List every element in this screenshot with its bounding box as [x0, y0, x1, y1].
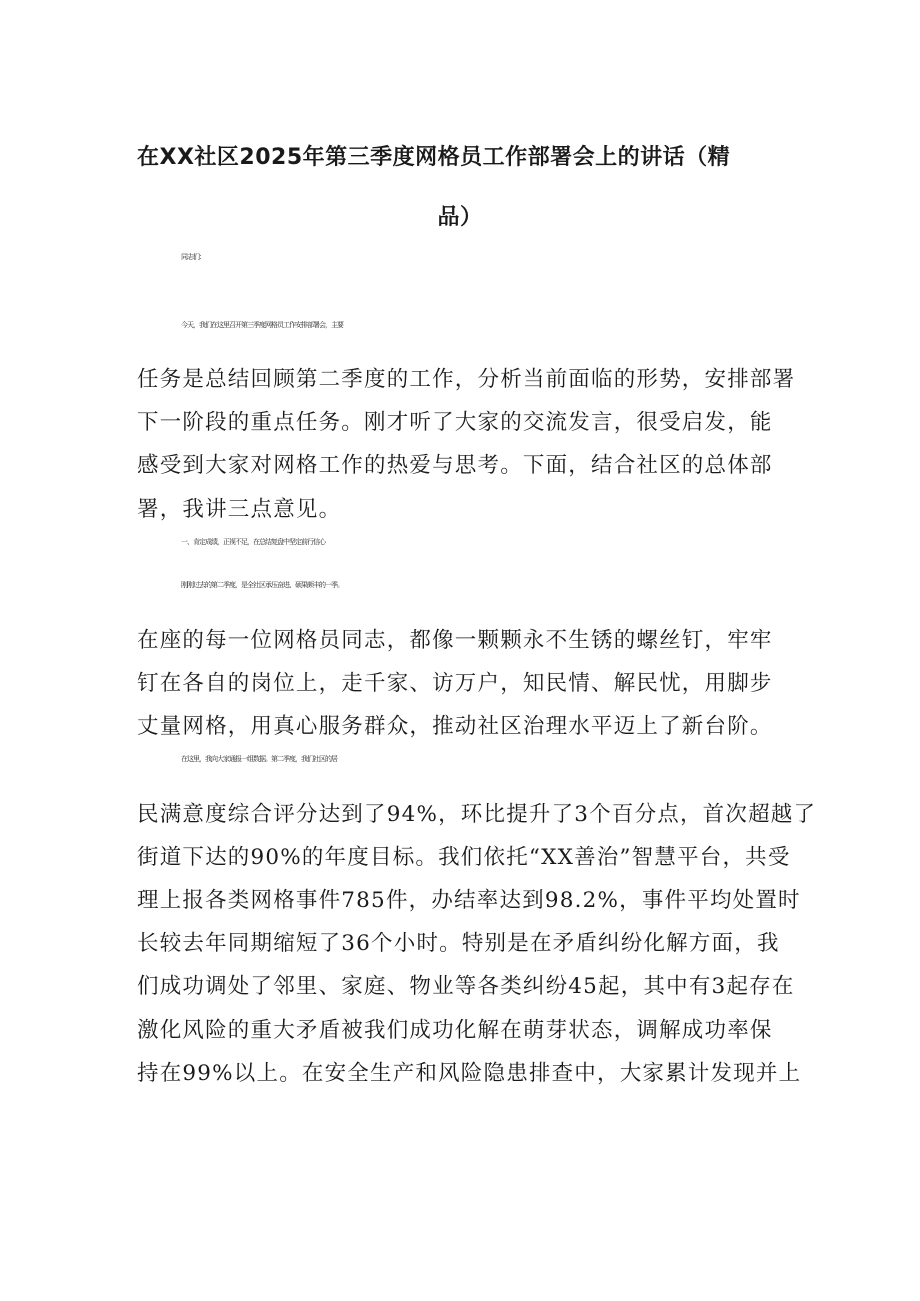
paragraph-line: 激化风险的重大矛盾被我们成功化解在萌芽状态，调解成功率保 — [137, 1018, 773, 1043]
paragraph-line: 在这里，我向大家通报一组数据。第二季度，我们社区的居 — [181, 755, 337, 763]
document-title: 在XX社区2025年第三季度网格员工作部署会上的讲话（精 — [137, 145, 731, 170]
document-title-continued: 品） — [437, 205, 483, 230]
salutation: 同志们： — [181, 253, 205, 261]
paragraph-line: 署，我讲三点意见。 — [137, 497, 342, 522]
paragraph-line: 钉在各自的岗位上，走千家、访万户，知民情、解民忧，用脚步 — [137, 671, 773, 696]
paragraph-line: 下一阶段的重点任务。刚才听了大家的交流发言，很受启发，能 — [137, 410, 773, 435]
paragraph-line: 刚刚过去的第二季度，是全社区承压奋进、硕果颇丰的一季。 — [181, 581, 343, 589]
paragraph-line: 理上报各类网格事件785件，办结率达到98.2%，事件平均处置时 — [137, 888, 801, 913]
paragraph-line: 任务是总结回顾第二季度的工作，分析当前面临的形势，安排部署 — [137, 367, 796, 392]
paragraph-line: 民满意度综合评分达到了94%，环比提升了3个百分点，首次超越了 — [137, 802, 817, 827]
paragraph-line: 感受到大家对网格工作的热爱与思考。下面，结合社区的总体部 — [137, 453, 773, 478]
section-heading: 一、肯定成绩，正视不足，在总结复盘中坚定前行信心 — [181, 538, 325, 546]
paragraph-line: 街道下达的90%的年度目标。我们依托“XX善治”智慧平台，共受 — [137, 845, 791, 870]
paragraph-line: 在座的每一位网格员同志，都像一颗颗永不生锈的螺丝钉，牢牢 — [137, 628, 773, 653]
paragraph-line: 们成功调处了邻里、家庭、物业等各类纠纷45起，其中有3起存在 — [137, 974, 795, 999]
paragraph-line: 丈量网格，用真心服务群众，推动社区治理水平迈上了新台阶。 — [137, 714, 773, 739]
paragraph-line: 今天，我们在这里召开第三季度网格员工作安排部署会，主要 — [181, 321, 343, 329]
paragraph-line: 长较去年同期缩短了36个小时。特别是在矛盾纠纷化解方面，我 — [137, 931, 780, 956]
paragraph-line: 持在99%以上。在安全生产和风险隐患排查中，大家累计发现并上 — [137, 1061, 802, 1086]
